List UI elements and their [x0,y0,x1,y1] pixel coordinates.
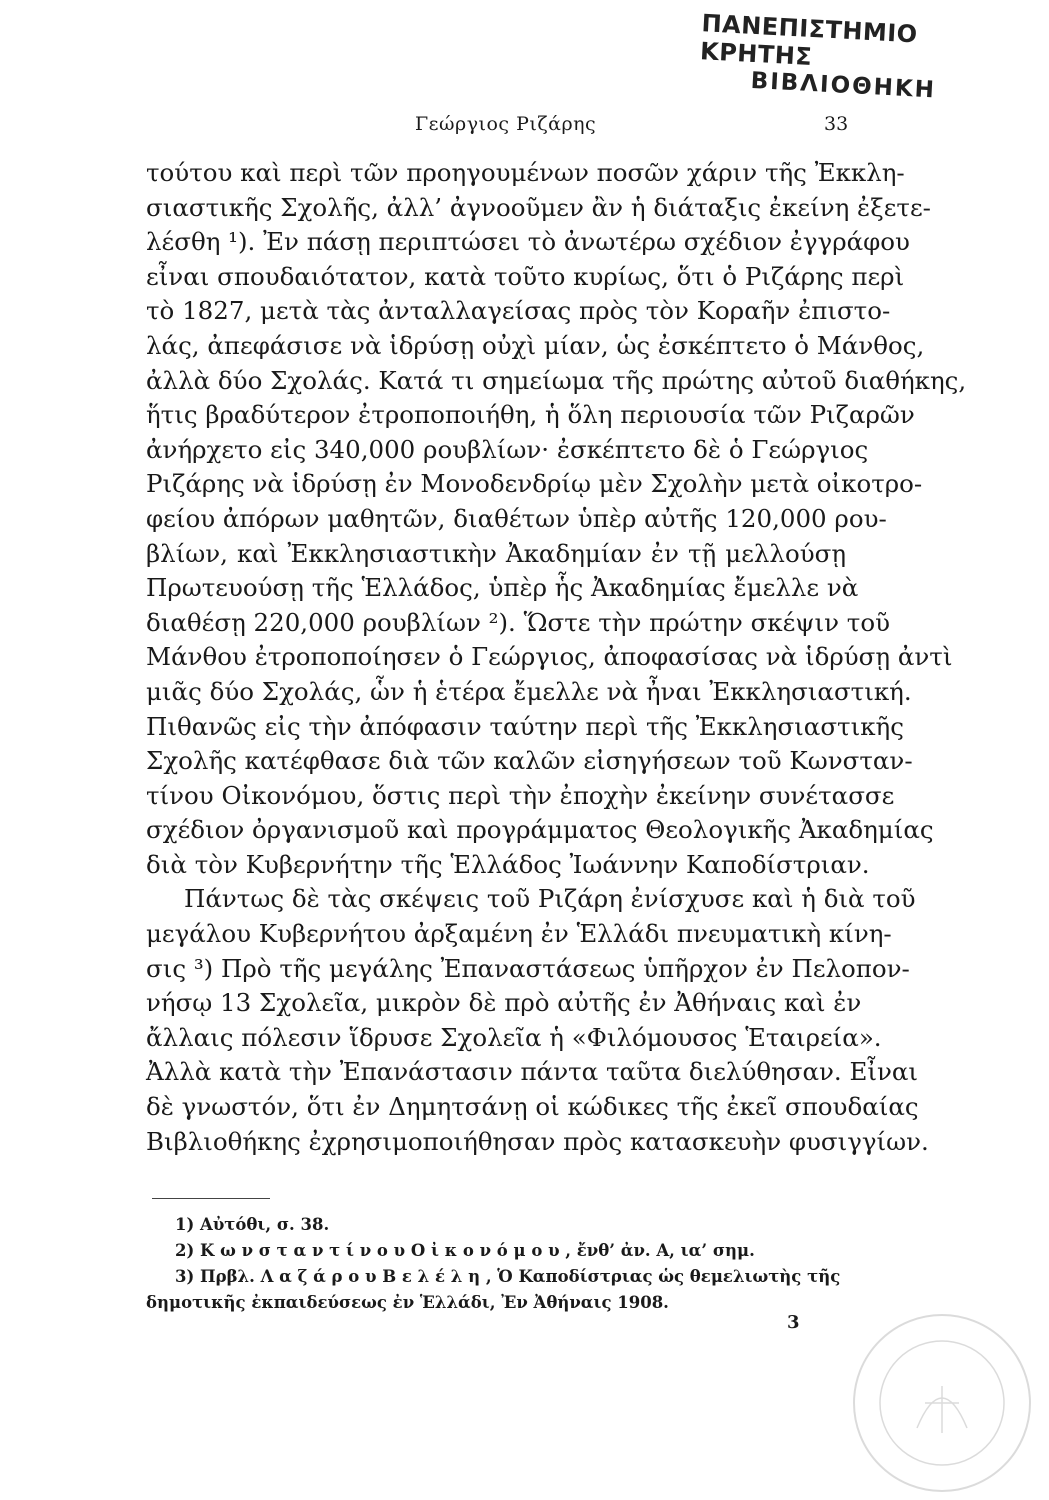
footnotes [146,1212,846,1316]
footnote-line: 1) Αὐτόθι, σ. 38. [175,1215,330,1234]
text-line: δὲ γνωστόν, ὅτι ἐν Δημητσάνῃ οἱ κώδικες τῆς ἐκεῖ σπουδαίας [146,1092,919,1122]
text-line: φείου ἀπόρων μαθητῶν, διαθέτων ὑπὲρ αὐτῆς 120,000 ρου- [146,503,887,533]
body-text [146,156,967,1159]
text-line: βλίων, καὶ Ἐκκλησιαστικὴν Ἀκαδημίαν ἐν τῇ μελλούσῃ [146,538,846,568]
library-stamp [698,10,1002,107]
text-line: Μάνθου ἐτροποποίησεν ὁ Γεώργιος, ἀποφασίσας νὰ ἱδρύσῃ ἀντὶ [146,642,953,672]
signature-mark: 3 [787,1312,800,1333]
text-line: μεγάλου Κυβερνήτου ἀρξαμένη ἐν Ἑλλάδι πνευματικὴ κίνη- [146,919,892,949]
text-line: ἥτις βραδύτερον ἐτροποποιήθη, ἡ ὅλη περιουσία τῶν Ριζαρῶν [146,400,915,430]
text-line: τίνου Οἰκονόμου, ὅστις περὶ τὴν ἐποχὴν ἐκείνην συνέτασσε [146,780,895,810]
footnote-line: 3) Πρβλ. Λ α ζ ά ρ ο υ Β ε λ έ λ η , Ὁ Καποδίστριας ὡς θεμελιωτὴς τῆς [175,1267,841,1286]
text-line: Ριζάρης νὰ ἱδρύσῃ ἐν Μονοδενδρίῳ μὲν Σχολὴν μετὰ οἰκοτρο- [146,469,923,499]
text-line: Πρωτευούσῃ τῆς Ἑλλάδος, ὑπὲρ ἧς Ἀκαδημίας ἔμελλε νὰ [146,573,859,603]
text-line: ἄλλαις πόλεσιν ἵδρυσε Σχολεῖα ἡ «Φιλόμουσος Ἑταιρεία». [146,1022,882,1052]
text-line: Βιβλιοθήκης ἐχρησιμοποιήθησαν πρὸς κατασκευὴν φυσιγγίων. [146,1126,929,1156]
text-line: σις ³) Πρὸ τῆς μεγάλης Ἐπαναστάσεως ὑπῆρχον ἐν Πελοπον- [146,953,910,983]
stamp-library: ΒΙΒΛΙΟΘΗΚΗ [750,68,937,104]
text-line: λάς, ἀπεφάσισε νὰ ἱδρύσῃ οὐχὶ μίαν, ὡς ἐσκέπτετο ὁ Μάνθος, [146,330,925,360]
text-line: εἶναι σπουδαιότατον, κατὰ τοῦτο κυρίως, ὅτι ὁ Ριζάρης περὶ [146,261,905,291]
footnote-line: 2) Κ ω ν σ τ α ν τ ί ν ο υ Ο ἰ κ ο ν ό μ ο υ , ἔνθ’ ἀν. Α, ια’ σημ. [175,1241,755,1260]
running-title: Γεώργιος Ριζάρης [415,113,597,135]
text-line: διαθέσῃ 220,000 ρουβλίων ²). Ὥστε τὴν πρώτην σκέψιν τοῦ [146,607,890,637]
text-line: τὸ 1827, μετὰ τὰς ἀνταλλαγείσας πρὸς τὸν Κοραῆν ἐπιστο- [146,296,891,326]
text-line: σιαστικῆς Σχολῆς, ἀλλ’ ἀγνοοῦμεν ἂν ἡ διάταξις ἐκείνη ἐξετε- [146,192,931,222]
university-seal-watermark [847,1308,1037,1498]
text-line: μιᾶς δύο Σχολάς, ὧν ἡ ἑτέρα ἔμελλε νὰ ἦναι Ἐκκλησιαστική. [146,676,912,706]
text-line: Πάντως δὲ τὰς σκέψεις τοῦ Ριζάρη ἐνίσχυσε καὶ ἡ διὰ τοῦ [184,884,916,914]
text-line: Σχολῆς κατέφθασε διὰ τῶν καλῶν εἰσηγήσεων τοῦ Κωνσταν- [146,746,913,776]
page-number: 33 [824,113,849,135]
text-line: τούτου καὶ περὶ τῶν προηγουμένων ποσῶν χάριν τῆς Ἐκκλη- [146,158,905,187]
footnote-line: δημοτικῆς ἐκπαιδεύσεως ἐν Ἑλλάδι, Ἐν Ἀθήναις 1908. [146,1293,669,1312]
text-line: ἀλλὰ δύο Σχολάς. Κατά τι σημείωμα τῆς πρώτης αὐτοῦ διαθήκης, [146,365,967,395]
text-line: λέσθη ¹). Ἐν πάσῃ περιπτώσει τὸ ἀνωτέρω σχέδιον ἐγγράφου [146,227,910,257]
text-line: διὰ τὸν Κυβερνήτην τῆς Ἑλλάδος Ἰωάννην Καποδίστριαν. [146,849,870,879]
text-line: νήσῳ 13 Σχολεῖα, μικρὸν δὲ πρὸ αὐτῆς ἐν Ἀθήναις καὶ ἐν [146,988,862,1018]
footnote-rule [152,1198,270,1199]
stamp-university: ΠΑΝΕΠΙΣΤΗΜΙΟ ΚΡΗΤΗΣ [699,9,919,71]
text-line: Ἀλλὰ κατὰ τὴν Ἐπανάστασιν πάντα ταῦτα διελύθησαν. Εἶναι [146,1057,919,1087]
text-line: σχέδιον ὀργανισμοῦ καὶ προγράμματος Θεολογικῆς Ἀκαδημίας [146,815,934,845]
text-line: Πιθανῶς εἰς τὴν ἀπόφασιν ταύτην περὶ τῆς Ἐκκλησιαστικῆς [146,711,904,741]
text-line: ἀνήρχετο εἰς 340,000 ρουβλίων· ἐσκέπτετο δὲ ὁ Γεώργιος [146,434,869,464]
